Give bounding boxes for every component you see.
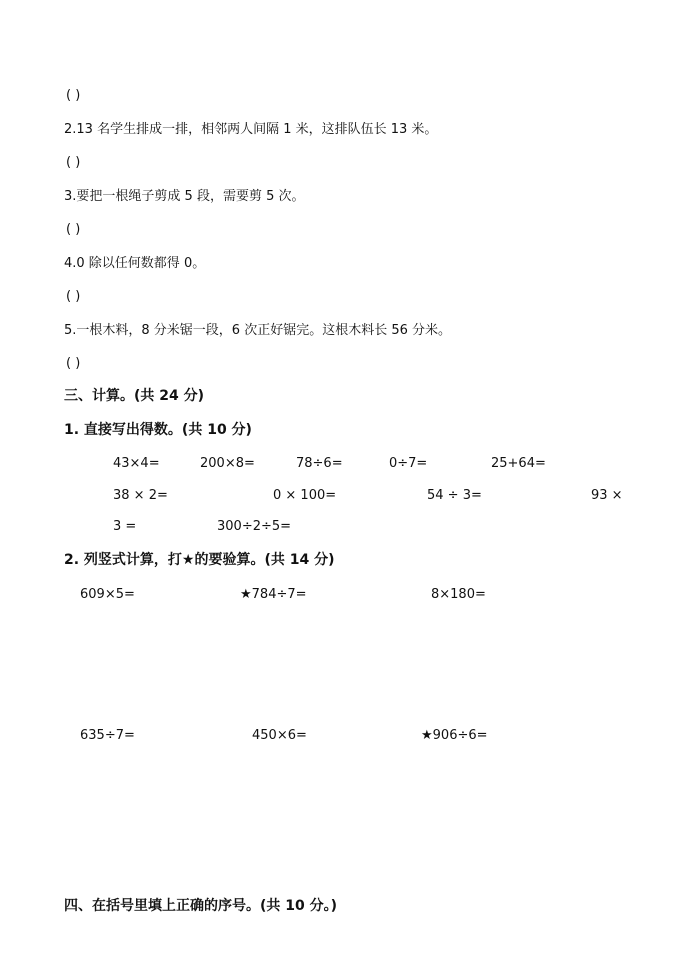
- oral-problem: 300÷2÷5=: [217, 519, 292, 534]
- oral-problem: 54 ÷ 3=: [427, 488, 482, 503]
- oral-problem: 38 × 2=: [113, 488, 168, 503]
- oral-problem: 0÷7=: [389, 456, 428, 471]
- oral-problem: 200×8=: [200, 456, 255, 471]
- part-1-title: 1. 直接写出得数。(共 10 分): [64, 422, 252, 438]
- oral-problem: 78÷6=: [296, 456, 343, 471]
- answer-blank[interactable]: ( ): [66, 88, 81, 103]
- section-4-title: 四、在括号里填上正确的序号。(共 10 分。): [64, 898, 338, 914]
- part-2-title: 2. 列竖式计算，打★的要验算。(共 14 分): [64, 552, 335, 568]
- oral-problem: 43×4=: [113, 456, 160, 471]
- vertical-problem: 450×6=: [252, 728, 307, 743]
- answer-blank[interactable]: ( ): [66, 155, 81, 170]
- oral-problem: 25+64=: [491, 456, 546, 471]
- oral-problem: 3 =: [113, 519, 137, 534]
- question-3: 3.要把一根绳子剪成 5 段，需要剪 5 次。: [64, 189, 305, 204]
- vertical-problem: 609×5=: [80, 587, 135, 602]
- oral-problem: 0 × 100=: [273, 488, 337, 503]
- vertical-problem: 8×180=: [431, 587, 486, 602]
- vertical-problem: ★784÷7=: [240, 587, 307, 602]
- answer-blank[interactable]: ( ): [66, 289, 81, 304]
- vertical-problem: 635÷7=: [80, 728, 135, 743]
- question-4: 4.0 除以任何数都得 0。: [64, 256, 206, 271]
- question-2: 2.13 名学生排成一排，相邻两人间隔 1 米，这排队伍长 13 米。: [64, 122, 438, 137]
- oral-problem: 93 ×: [591, 488, 623, 503]
- answer-blank[interactable]: ( ): [66, 356, 81, 371]
- question-5: 5.一根木料，8 分米锯一段，6 次正好锯完。这根木料长 56 分米。: [64, 323, 452, 338]
- section-3-title: 三、计算。(共 24 分): [64, 388, 205, 404]
- vertical-problem: ★906÷6=: [421, 728, 488, 743]
- answer-blank[interactable]: ( ): [66, 222, 81, 237]
